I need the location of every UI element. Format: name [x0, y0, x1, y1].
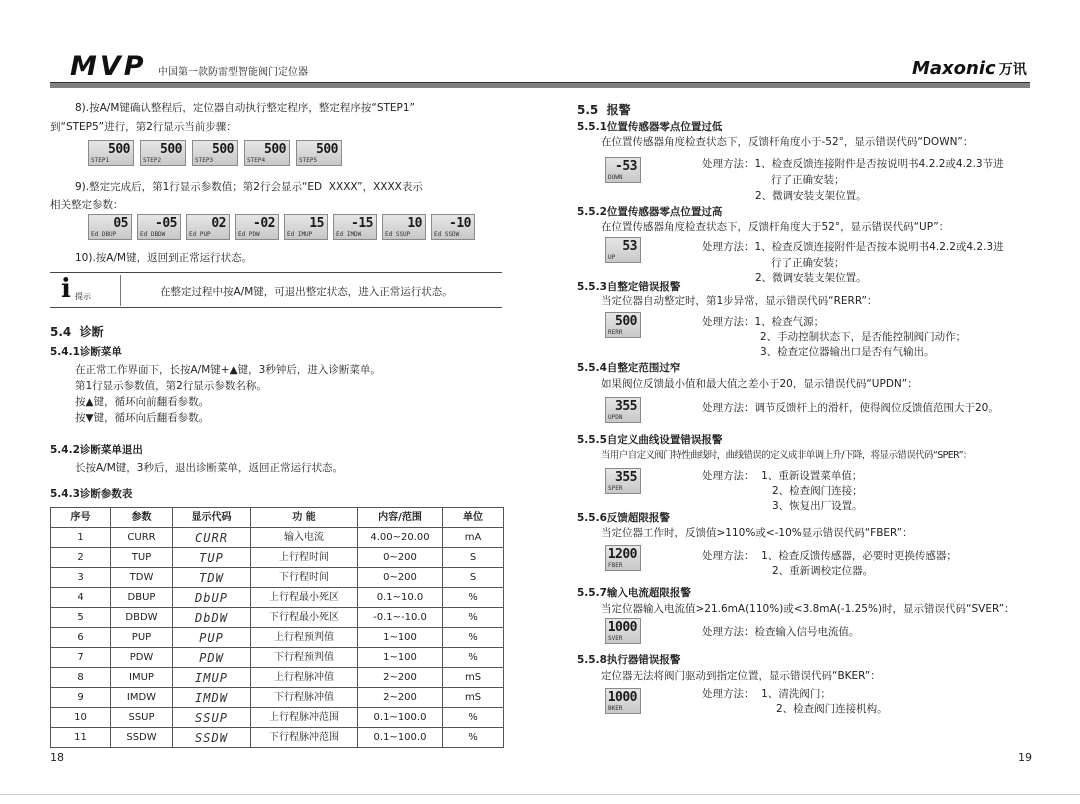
table-cell: 下行程时间 [251, 568, 358, 588]
table-row [51, 668, 504, 688]
alarm-method-line: 处理方法：1、检查反馈连接附件是否按说明书4.2.2或4.2.3节进 [702, 158, 1004, 170]
lcd-display [296, 140, 342, 166]
header-subtitle: 中国第一款防雷型智能阀门定位器 [158, 67, 308, 78]
lcd-display [140, 140, 186, 166]
display-code-cell: DbDW [173, 608, 251, 628]
table-cell: 0~200 [358, 548, 443, 568]
table-cell: 5 [51, 608, 111, 628]
lcd-label: Ed SSDW [434, 231, 460, 238]
table-cell: 3 [51, 568, 111, 588]
table-cell: 0.1~100.0 [358, 708, 443, 728]
table-cell: 2 [51, 548, 111, 568]
table-row [51, 688, 504, 708]
lcd-display [192, 140, 238, 166]
lcd-label: DOWN [608, 174, 623, 181]
table-cell: S [443, 568, 504, 588]
display-code-cell: DbUP [173, 588, 251, 608]
table-cell: SSDW [111, 728, 173, 748]
table-cell: 下行程预判值 [251, 648, 358, 668]
alarm-method-line: 处理方法： 1、重新设置菜单值； [702, 470, 863, 482]
alarm-method-line: 处理方法： 1、检查反馈传感器，必要时更换传感器； [702, 550, 957, 562]
diag-menu-line: 第1行显示参数值，第2行显示参数名称。 [75, 380, 267, 392]
table-cell: 4 [51, 588, 111, 608]
lcd-display [382, 214, 426, 240]
diag-menu-line: 在正常工作界面下，长按A/M键+▲键，3秒钟后，进入诊断菜单。 [75, 364, 381, 376]
table-cell: 上行程预判值 [251, 628, 358, 648]
table-header-cell: 序号 [51, 508, 111, 528]
lcd-display [605, 468, 641, 494]
alarm-method-line: 2、微调安装支架位置。 [755, 272, 867, 284]
lcd-value: 1200 [607, 547, 637, 562]
diag-menu-line: 按▲键，循环向前翻看参数。 [75, 396, 210, 408]
table-cell: DBUP [111, 588, 173, 608]
table-row [51, 568, 504, 588]
section-5-5-title: 5.5 报警 [577, 103, 631, 117]
alarm-method-line: 2、重新调校定位器。 [772, 565, 874, 577]
lcd-value: 1000 [607, 620, 637, 635]
tip-top-rule [50, 272, 502, 273]
lcd-value: 05 [113, 216, 128, 231]
alarm-title: 5.5.1位置传感器零点位置过低 [577, 121, 723, 133]
display-code-cell: PDW [173, 648, 251, 668]
alarm-description: 定位器无法将阀门驱动到指定位置，显示错误代码“BKER”： [601, 670, 881, 682]
footer-rule [0, 794, 1080, 795]
display-code-cell: CURR [173, 528, 251, 548]
lcd-display [431, 214, 475, 240]
lcd-display [235, 214, 279, 240]
display-code-cell: IMDW [173, 688, 251, 708]
table-cell: % [443, 628, 504, 648]
lcd-display [186, 214, 230, 240]
lcd-value: 53 [622, 239, 637, 254]
alarm-description: 当定位器自动整定时，第1步异常，显示错误代码“RERR”： [601, 295, 878, 307]
lcd-label: UPDN [608, 414, 623, 421]
table-cell: 下行程最小死区 [251, 608, 358, 628]
lcd-label: Ed PUP [189, 231, 211, 238]
alarm-title: 5.5.5自定义曲线设置错误报警 [577, 434, 723, 446]
brand-name-cn: 万讯 [998, 62, 1027, 78]
lcd-label: Ed SSUP [385, 231, 411, 238]
section-5-4-3-title: 5.4.3诊断参数表 [50, 488, 133, 500]
table-cell: S [443, 548, 504, 568]
lcd-label: STEP4 [247, 157, 266, 164]
table-cell: PUP [111, 628, 173, 648]
alarm-description: 在位置传感器角度检查状态下，反馈杆角度大于52°，显示错误代码“UP”： [601, 221, 950, 233]
lcd-display [605, 397, 641, 423]
lcd-label: BKER [608, 705, 623, 712]
lcd-display [605, 157, 641, 183]
table-cell: SSUP [111, 708, 173, 728]
lcd-value: 500 [108, 142, 130, 157]
table-cell: IMDW [111, 688, 173, 708]
alarm-method-line: 3、恢复出厂设置。 [772, 500, 863, 512]
alarm-title: 5.5.2位置传感器零点位置过高 [577, 206, 723, 218]
table-cell: 7 [51, 648, 111, 668]
alarm-method-line: 2、检查阀门连接； [772, 485, 863, 497]
table-cell: 上行程脉冲值 [251, 668, 358, 688]
lcd-label: Ed IMDW [336, 231, 362, 238]
display-code-cell: SSDW [173, 728, 251, 748]
page-number-left: 18 [50, 751, 64, 764]
table-cell: CURR [111, 528, 173, 548]
table-cell: TUP [111, 548, 173, 568]
alarm-method-line: 2、微调安装支架位置。 [755, 190, 867, 202]
diagnostic-parameter-table [50, 507, 504, 748]
lcd-value: -10 [449, 216, 471, 231]
section-5-4-title: 5.4 诊断 [50, 325, 104, 339]
alarm-method-line: 行了正确安装； [771, 174, 845, 186]
table-cell: 1~100 [358, 648, 443, 668]
lcd-value: 500 [212, 142, 234, 157]
lcd-display [244, 140, 290, 166]
alarm-title: 5.5.3自整定错误报警 [577, 281, 681, 293]
display-code-cell: SSUP [173, 708, 251, 728]
brand-name: Maxonic [912, 58, 996, 79]
table-header-cell: 参数 [111, 508, 173, 528]
lcd-value: 355 [615, 399, 637, 414]
lcd-display [605, 688, 641, 714]
table-row [51, 628, 504, 648]
alarm-title: 5.5.6反馈超限报警 [577, 512, 670, 524]
step8-line1: 8).按A/M键确认整程后，定位器自动执行整定程序，整定程序按“STEP1” [75, 102, 415, 114]
display-code-cell: PUP [173, 628, 251, 648]
table-cell: 0~200 [358, 568, 443, 588]
tip-label: 提示 [75, 292, 91, 301]
table-cell: % [443, 728, 504, 748]
table-row [51, 608, 504, 628]
lcd-label: Ed DBDW [140, 231, 166, 238]
lcd-label: STEP2 [143, 157, 162, 164]
table-cell: 2~200 [358, 668, 443, 688]
lcd-label: RERR [608, 329, 623, 336]
table-cell: 2~200 [358, 688, 443, 708]
step9-line1: 9).整定完成后，第1行显示参数值；第2行会显示“ED XXXX”，XXXX表示 [75, 181, 423, 193]
lcd-label: SPER [608, 485, 623, 492]
lcd-value: 355 [615, 470, 637, 485]
alarm-description: 当定位器输入电流值>21.6mA(110%)或<3.8mA(-1.25%)时，显示错误代码“SVER”： [601, 603, 1015, 615]
table-cell: 0.1~10.0 [358, 588, 443, 608]
lcd-display [605, 618, 641, 644]
table-cell: mS [443, 668, 504, 688]
lcd-display [284, 214, 328, 240]
lcd-label: Ed IMUP [287, 231, 313, 238]
table-cell: 4.00~20.00 [358, 528, 443, 548]
table-cell: 输入电流 [251, 528, 358, 548]
lcd-value: -53 [615, 159, 637, 174]
table-cell: 9 [51, 688, 111, 708]
lcd-display [333, 214, 377, 240]
lcd-display [88, 214, 132, 240]
table-cell: 0.1~100.0 [358, 728, 443, 748]
table-cell: 11 [51, 728, 111, 748]
table-row [51, 548, 504, 568]
tip-separator [120, 275, 121, 306]
lcd-label: SVER [608, 635, 623, 642]
lcd-value: -02 [253, 216, 275, 231]
alarm-method-line: 处理方法： 1、清洗阀门； [702, 688, 831, 700]
lcd-display [605, 545, 641, 571]
tip-bottom-rule [50, 307, 502, 308]
table-row [51, 588, 504, 608]
lcd-value: 500 [160, 142, 182, 157]
lcd-label: Ed PDW [238, 231, 260, 238]
table-cell: mA [443, 528, 504, 548]
step8-line2: 到“STEP5”进行，第2行显示当前步骤： [50, 121, 237, 133]
lcd-value: 500 [615, 314, 637, 329]
section-5-4-1-title: 5.4.1诊断菜单 [50, 346, 122, 358]
table-cell: % [443, 648, 504, 668]
alarm-method-line: 处理方法：1、检查反馈连接附件是否按本说明书4.2.2或4.2.3进 [702, 241, 1004, 253]
maxonic-logo [912, 58, 1027, 81]
table-cell: -0.1~-10.0 [358, 608, 443, 628]
alarm-description: 当定位器工作时，反馈值>110%或<-10%显示错误代码“FBER”： [601, 527, 913, 539]
table-cell: 10 [51, 708, 111, 728]
table-row [51, 528, 504, 548]
table-header-cell: 内容/范围 [358, 508, 443, 528]
mvp-logo: MVP [70, 51, 147, 82]
table-cell: % [443, 608, 504, 628]
lcd-label: FBER [608, 562, 623, 569]
table-cell: 上行程时间 [251, 548, 358, 568]
table-row [51, 728, 504, 748]
lcd-label: Ed DBUP [91, 231, 117, 238]
diag-exit-text: 长按A/M键，3秒后，退出诊断菜单，返回正常运行状态。 [75, 462, 343, 474]
lcd-label: STEP3 [195, 157, 214, 164]
table-cell: 下行程脉冲值 [251, 688, 358, 708]
step-display-row [88, 140, 342, 166]
lcd-value: 15 [309, 216, 324, 231]
display-code-cell: TDW [173, 568, 251, 588]
lcd-label: UP [608, 254, 616, 261]
table-cell: 上行程最小死区 [251, 588, 358, 608]
step9-line2: 相关整定参数： [50, 199, 124, 211]
lcd-value: 02 [211, 216, 226, 231]
table-cell: 1~100 [358, 628, 443, 648]
table-cell: 1 [51, 528, 111, 548]
lcd-display [88, 140, 134, 166]
table-cell: DBDW [111, 608, 173, 628]
lcd-label: STEP1 [91, 157, 110, 164]
lcd-display [137, 214, 181, 240]
lcd-label: STEP5 [299, 157, 318, 164]
display-code-cell: IMUP [173, 668, 251, 688]
table-header-row [51, 508, 504, 528]
alarm-title: 5.5.4自整定范围过窄 [577, 362, 681, 374]
table-row [51, 648, 504, 668]
alarm-description: 在位置传感器角度检查状态下，反馈杆角度小于-52°，显示错误代码“DOWN”： [601, 136, 974, 148]
table-cell: TDW [111, 568, 173, 588]
lcd-value: -15 [351, 216, 373, 231]
tuning-display-row [88, 214, 475, 240]
step10-line: 10).按A/M键，返回到正常运行状态。 [75, 252, 253, 264]
lcd-value: 10 [407, 216, 422, 231]
lcd-display [605, 312, 641, 338]
lcd-value: 1000 [607, 690, 637, 705]
lcd-display [605, 237, 641, 263]
display-code-cell: TUP [173, 548, 251, 568]
table-cell: IMUP [111, 668, 173, 688]
lcd-value: 500 [264, 142, 286, 157]
alarm-title: 5.5.7输入电流超限报警 [577, 587, 691, 599]
diag-menu-line: 按▼键，循环向后翻看参数。 [75, 412, 210, 424]
alarm-title: 5.5.8执行器错误报警 [577, 654, 681, 666]
table-header-cell: 功 能 [251, 508, 358, 528]
alarm-method-line: 处理方法：调节反馈杆上的滑杆，使得阀位反馈值范围大于20。 [702, 402, 999, 414]
alarm-description: 如果阀位反馈最小值和最大值之差小于20，显示错误代码“UPDN”： [601, 378, 918, 390]
table-cell: 8 [51, 668, 111, 688]
alarm-method-line: 2、检查阀门连接机构。 [776, 703, 888, 715]
table-cell: 上行程脉冲范围 [251, 708, 358, 728]
info-icon: i [61, 274, 71, 304]
table-cell: mS [443, 688, 504, 708]
tip-text: 在整定过程中按A/M键，可退出整定状态，进入正常运行状态。 [160, 286, 453, 298]
section-5-4-2-title: 5.4.2诊断菜单退出 [50, 444, 143, 456]
header-bar [50, 82, 1030, 88]
table-row [51, 708, 504, 728]
alarm-method-line: 行了正确安装； [771, 257, 845, 269]
alarm-description: 当用户自定义阀门特性曲线时，曲线错误的定义成非单调上升/下降，将显示错误代码“SPER”： [601, 450, 972, 461]
table-cell: % [443, 588, 504, 608]
alarm-method-line: 处理方法：1、检查气源； [702, 316, 825, 328]
lcd-value: 500 [316, 142, 338, 157]
table-cell: PDW [111, 648, 173, 668]
table-cell: 下行程脉冲范围 [251, 728, 358, 748]
lcd-value: -05 [155, 216, 177, 231]
page-number-right: 19 [1018, 751, 1032, 764]
alarm-method-line: 2、手动控制状态下，是否能控制阀门动作； [760, 331, 967, 343]
table-cell: 6 [51, 628, 111, 648]
table-header-cell: 单位 [443, 508, 504, 528]
alarm-method-line: 处理方法：检查输入信号电流值。 [702, 626, 860, 638]
table-cell: % [443, 708, 504, 728]
alarm-method-line: 3、检查定位器输出口是否有气输出。 [760, 346, 935, 358]
table-header-cell: 显示代码 [173, 508, 251, 528]
